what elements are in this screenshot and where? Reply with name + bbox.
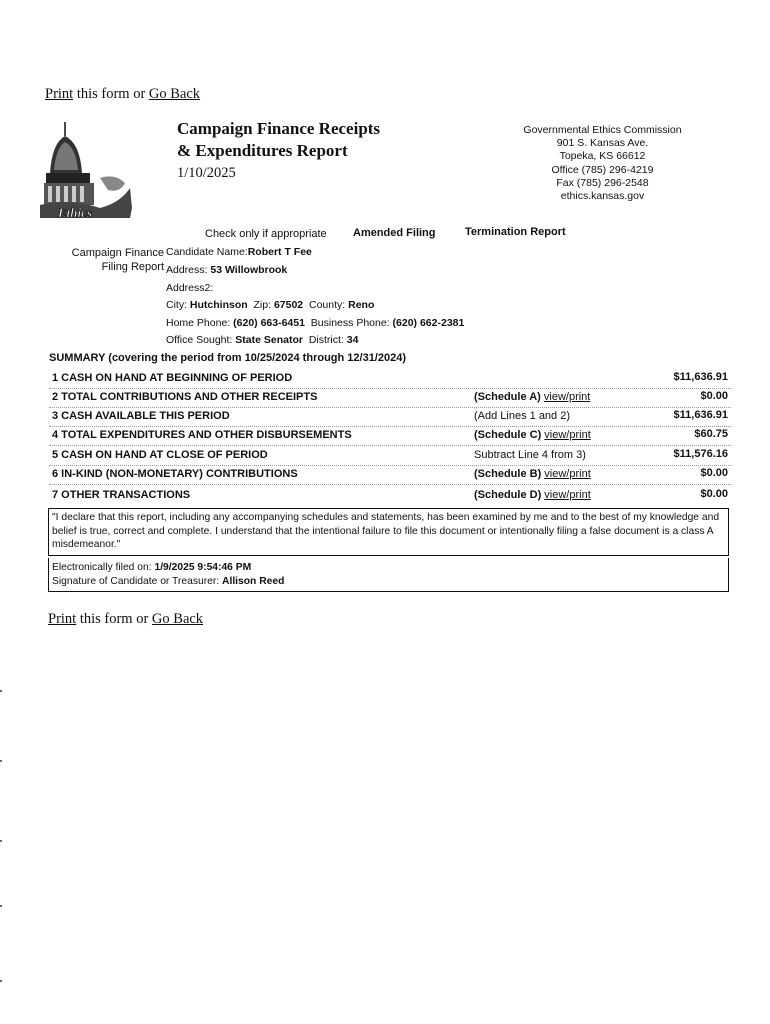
bottom-nav: [48, 611, 203, 628]
print-link[interactable]: Print: [45, 86, 74, 102]
home-phone-value: (620) 663-6451: [233, 317, 305, 329]
row-label: 2 TOTAL CONTRIBUTIONS AND OTHER RECEIPTS: [52, 391, 318, 403]
office-label: Office Sought:: [166, 334, 233, 346]
check-only-label: Check only if appropriate: [205, 228, 327, 240]
row-amount: $0.00: [700, 488, 728, 500]
business-phone-value: (620) 662-2381: [392, 317, 465, 329]
kansas-ethics-seal: [40, 118, 140, 224]
report-title-block: [177, 118, 380, 184]
city-label: City:: [166, 299, 187, 311]
address-value: 53 Willowbrook: [210, 264, 288, 276]
phone-line: [166, 317, 464, 329]
row-schedule: [474, 468, 591, 480]
district-label: District:: [308, 334, 344, 346]
filing-box: [48, 558, 729, 592]
row-label: 3 CASH AVAILABLE THIS PERIOD: [52, 410, 230, 422]
side-label-line2: Filing Report: [101, 261, 164, 273]
signature-value: Allison Reed: [222, 575, 285, 587]
declaration-box: "I declare that this report, including any accompanying schedules and statements, has been examined by me and to the best of my knowledge and belief is true, correct and complete. I understand that the intentional failure to file this document or intentionally filing a false document is a class A misdemeanor.": [48, 508, 729, 556]
filing-report-label: [64, 246, 164, 274]
district-value: 34: [346, 334, 359, 346]
summary-row: [49, 370, 731, 389]
scan-speck: [0, 840, 2, 842]
amended-filing-option: Amended Filing: [353, 227, 436, 239]
candidate-name: Robert T Fee: [247, 246, 312, 258]
nav-text-bottom: this form or: [76, 611, 152, 627]
signature-line: [52, 575, 725, 589]
address-line: [166, 264, 287, 276]
row-amount: $0.00: [700, 467, 728, 479]
row-schedule-text: (Schedule D): [474, 489, 545, 501]
county-label: County:: [309, 299, 346, 311]
business-phone-label: Business Phone:: [310, 317, 390, 329]
scan-speck: [0, 905, 2, 907]
summary-heading: SUMMARY (covering the period from 10/25/2024 through 12/31/2024): [49, 352, 406, 364]
row-schedule-text: (Schedule B): [474, 468, 545, 480]
address2-line: [166, 282, 213, 294]
scan-speck: [0, 760, 2, 762]
go-back-link-bottom[interactable]: Go Back: [151, 611, 204, 627]
scan-speck: [0, 690, 2, 692]
view-print-link-schedule-c[interactable]: view/print: [544, 429, 591, 441]
nav-text: this form or: [73, 86, 149, 102]
row-schedule-text: (Schedule A): [474, 391, 544, 403]
commission-fax: Fax (785) 296-2548: [556, 176, 649, 189]
address2-label: Address2:: [166, 282, 214, 294]
city-line: [166, 299, 374, 311]
commission-contact: [495, 124, 710, 203]
candidate-name-label: Candidate Name:: [166, 246, 248, 258]
row-divider: [49, 484, 731, 485]
row-label: 5 CASH ON HAND AT CLOSE OF PERIOD: [52, 449, 268, 461]
row-schedule: (Add Lines 1 and 2): [474, 410, 571, 422]
top-nav: [45, 86, 200, 103]
summary-row: [49, 389, 731, 408]
commission-name: Governmental Ethics Commission: [523, 124, 682, 136]
svg-text:Ethics: Ethics: [58, 205, 92, 220]
go-back-link[interactable]: Go Back: [148, 86, 201, 102]
view-print-link-schedule-b[interactable]: view/print: [544, 468, 591, 480]
side-label-line1: Campaign Finance: [71, 247, 164, 259]
row-amount: $11,636.91: [673, 409, 728, 421]
candidate-name-line: [166, 246, 312, 258]
summary-row: [49, 447, 731, 466]
office-value: State Senator: [235, 334, 303, 346]
summary-row: [49, 427, 731, 446]
city-value: Hutchinson: [189, 299, 248, 311]
row-schedule: [474, 391, 590, 403]
commission-office-phone: Office (785) 296-4219: [551, 163, 654, 176]
filed-on-label: Electronically filed on:: [52, 562, 152, 573]
commission-city: Topeka, KS 66612: [559, 150, 646, 163]
row-schedule: [474, 429, 591, 441]
zip-value: 67502: [273, 299, 304, 311]
row-label: 7 OTHER TRANSACTIONS: [52, 489, 191, 501]
row-schedule: [474, 489, 591, 501]
row-amount: $0.00: [700, 390, 728, 402]
scan-speck: [0, 980, 2, 982]
print-link-bottom[interactable]: Print: [48, 611, 77, 627]
row-schedule-text: (Schedule C): [474, 429, 545, 441]
county-value: Reno: [348, 299, 375, 311]
summary-row: [49, 466, 731, 485]
signature-label: Signature of Candidate or Treasurer:: [52, 575, 220, 587]
row-amount: $60.75: [694, 428, 728, 440]
summary-row: [49, 487, 731, 506]
home-phone-label: Home Phone:: [166, 317, 231, 329]
commission-web: ethics.kansas.gov: [560, 190, 645, 203]
report-date: 1/10/2025: [177, 165, 236, 181]
filed-on-line: [52, 561, 725, 575]
row-label: 1 CASH ON HAND AT BEGINNING OF PERIOD: [52, 372, 293, 384]
commission-street: 901 S. Kansas Ave.: [556, 137, 649, 150]
row-schedule: Subtract Line 4 from 3): [474, 449, 586, 461]
zip-label: Zip:: [253, 299, 272, 311]
address-label: Address:: [166, 264, 208, 276]
office-line: [166, 334, 358, 346]
report-title-line1: Campaign Finance Receipts: [177, 119, 381, 138]
report-title-line2: & Expenditures Report: [177, 141, 348, 160]
termination-report-option: Termination Report: [465, 226, 566, 238]
row-divider: [49, 445, 731, 446]
row-amount: $11,576.16: [673, 448, 728, 460]
row-label: 6 IN-KIND (NON-MONETARY) CONTRIBUTIONS: [52, 468, 298, 480]
row-label: 4 TOTAL EXPENDITURES AND OTHER DISBURSEMENTS: [52, 429, 352, 441]
summary-row: [49, 408, 731, 427]
row-amount: $11,636.91: [673, 371, 728, 383]
view-print-link-schedule-a[interactable]: view/print: [543, 391, 591, 403]
view-print-link-schedule-d[interactable]: view/print: [544, 489, 591, 501]
filed-on-value: 1/9/2025 9:54:46 PM: [154, 562, 252, 573]
